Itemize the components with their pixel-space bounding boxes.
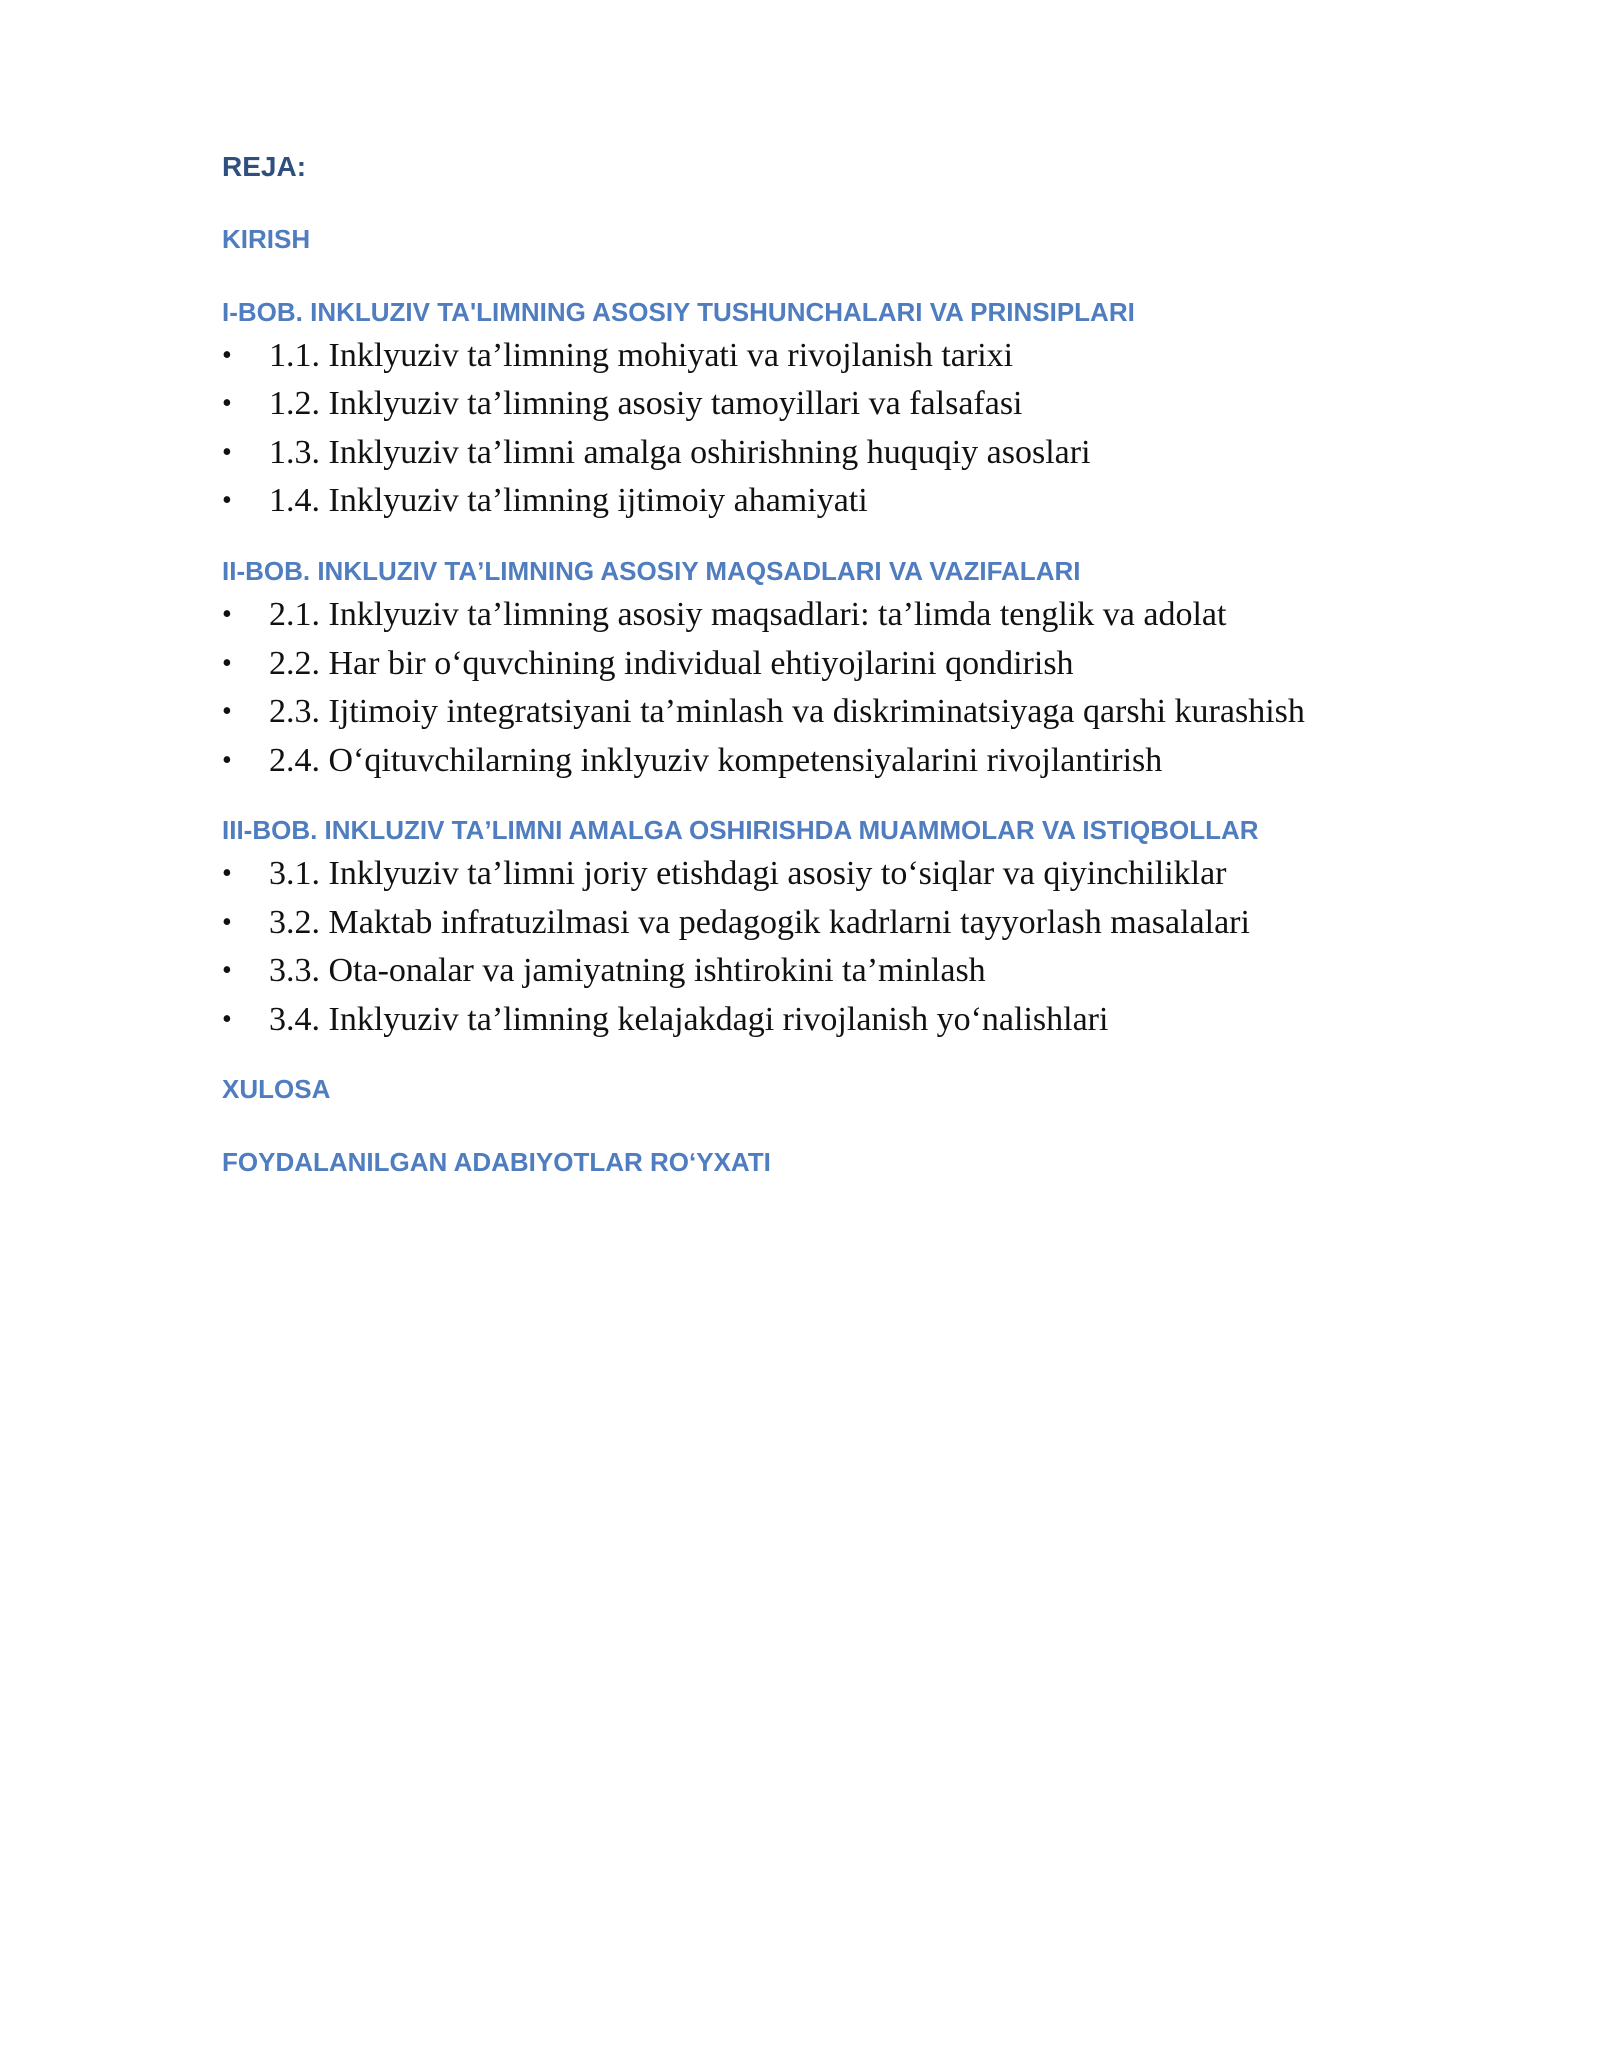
bullet-icon: • [222, 1003, 232, 1035]
bullet-icon: • [222, 906, 232, 938]
plan-title: REJA: [222, 151, 307, 182]
document-page [222, 150, 1422, 1178]
list-item [222, 850, 1422, 899]
bullet-icon: • [222, 388, 232, 420]
bullet-icon: • [222, 436, 232, 468]
list-item [222, 688, 1422, 737]
chapter-3-heading: III-BOB. INKLUZIV TAʼLIMNI AMALGA OSHIRISHDA MUAMMOLAR VA ISTIQBOLLAR [222, 815, 1259, 846]
list-item [222, 737, 1422, 786]
list-item-text: 2.1. Inklyuziv ta’limning asosiy maqsadlari: ta’limda tenglik va adolat [269, 596, 1227, 634]
bullet-icon: • [222, 955, 232, 987]
list-item-text: 1.1. Inklyuziv ta’limning mohiyati va rivojlanish tarixi [269, 336, 1014, 374]
list-item-text: 1.2. Inklyuziv ta’limning asosiy tamoyillari va falsafasi [269, 385, 1023, 423]
list-item-text: 1.3. Inklyuziv ta’limni amalga oshirishning huquqiy asoslari [269, 433, 1091, 471]
intro-heading: KIRISH [222, 223, 311, 254]
list-item-text: 3.4. Inklyuziv ta’limning kelajakdagi rivojlanish yo‘nalishlari [269, 1000, 1109, 1038]
list-item [222, 640, 1422, 689]
list-item-text: 3.2. Maktab infratuzilmasi va pedagogik kadrlarni tayyorlash masalalari [269, 903, 1250, 941]
list-item [222, 996, 1422, 1045]
list-item-text: 2.3. Ijtimoiy integratsiyani ta’minlash va diskriminatsiyaga qarshi kurashish [269, 693, 1305, 731]
bullet-icon: • [222, 339, 232, 371]
chapter-1-heading: I-BOB. INKLUZIV TA'LIMNING ASOSIY TUSHUNCHALARI VA PRINSIPLARI [222, 296, 1135, 327]
list-item-text: 3.3. Ota-onalar va jamiyatning ishtirokini ta’minlash [269, 952, 986, 990]
chapter-2-list [222, 591, 1422, 785]
chapter-3 [222, 815, 1422, 1044]
list-item-text: 3.1. Inklyuziv ta’limni joriy etishdagi asosiy to‘siqlar va qiyinchiliklar [269, 855, 1227, 893]
chapter-3-list [222, 850, 1422, 1044]
bullet-icon: • [222, 858, 232, 890]
list-item [222, 332, 1422, 381]
bullet-icon: • [222, 485, 232, 517]
bullet-icon: • [222, 599, 232, 631]
list-item [222, 477, 1422, 526]
bullet-icon: • [222, 647, 232, 679]
list-item [222, 380, 1422, 429]
list-item-text: 2.2. Har bir o‘quvchining individual ehtiyojlarini qondirish [269, 644, 1074, 682]
conclusion-heading: XULOSA [222, 1074, 331, 1105]
list-item [222, 899, 1422, 948]
chapter-1 [222, 297, 1422, 526]
list-item [222, 591, 1422, 640]
references-heading: FOYDALANILGAN ADABIYOTLAR ROʻYXATI [222, 1146, 771, 1177]
bullet-icon: • [222, 696, 232, 728]
chapter-2 [222, 556, 1422, 785]
bullet-icon: • [222, 744, 232, 776]
chapter-2-heading: II-BOB. INKLUZIV TAʼLIMNING ASOSIY MAQSADLARI VA VAZIFALARI [222, 555, 1081, 586]
list-item [222, 429, 1422, 478]
chapter-1-list [222, 332, 1422, 526]
list-item [222, 947, 1422, 996]
list-item-text: 2.4. O‘qituvchilarning inklyuziv kompetensiyalarini rivojlantirish [269, 741, 1163, 779]
list-item-text: 1.4. Inklyuziv ta’limning ijtimoiy ahamiyati [269, 482, 868, 520]
